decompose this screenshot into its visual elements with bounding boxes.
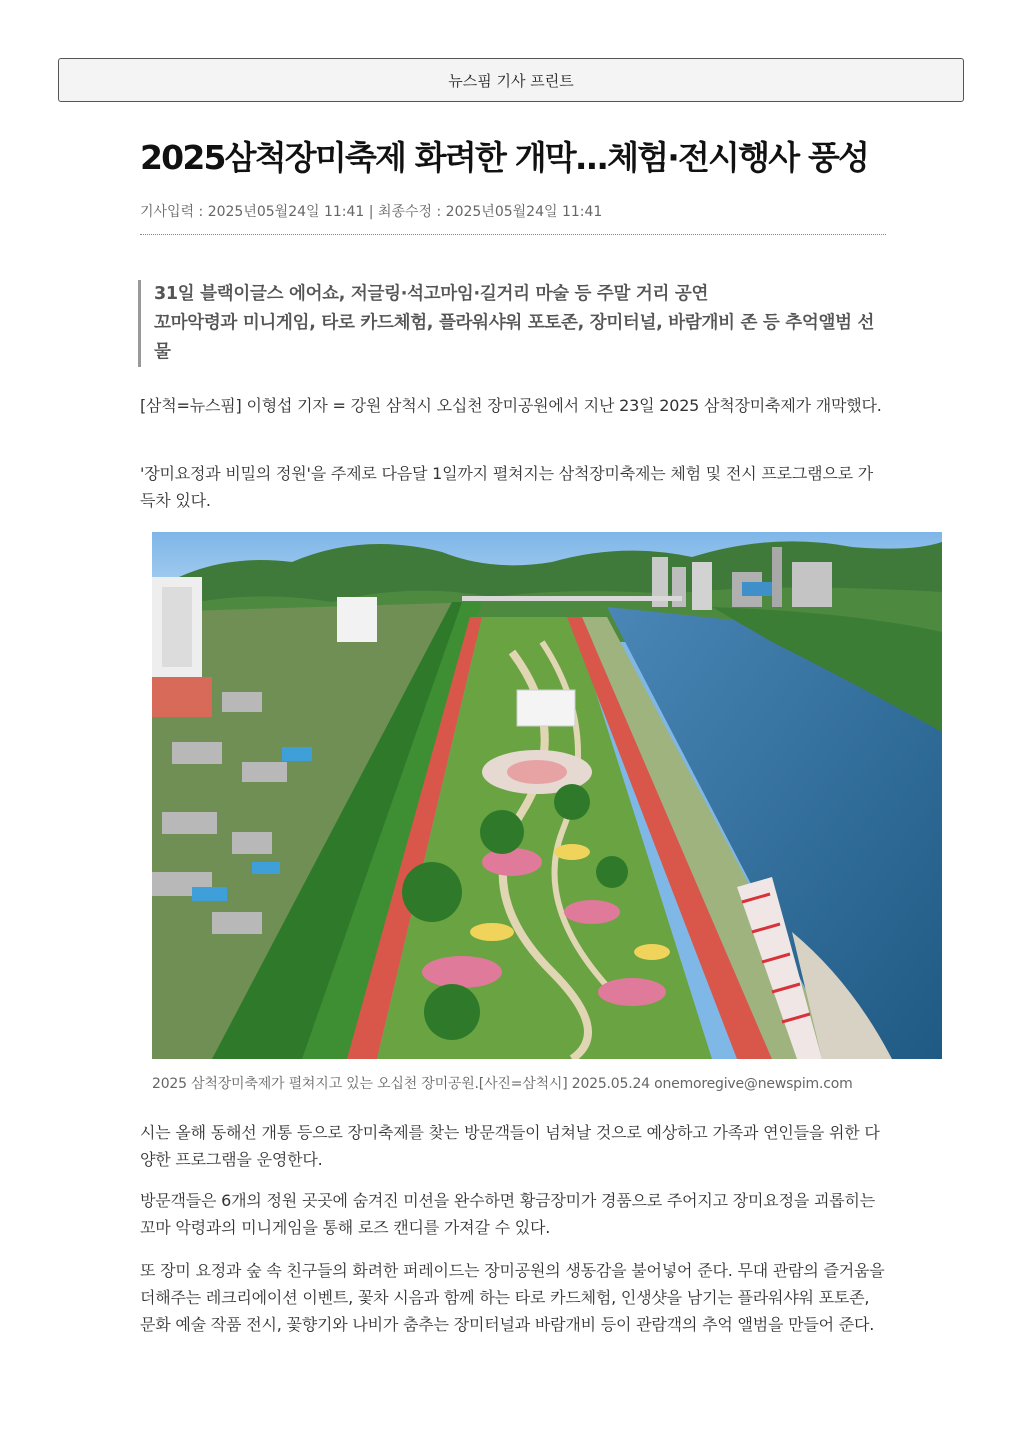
article-paragraph: [삼척=뉴스핌] 이형섭 기자 = 강원 삼척시 오십천 장미공원에서 지난 23일 2025 삼척장미축제가 개막했다. bbox=[140, 396, 882, 415]
article-paragraph: '장미요정과 비밀의 정원'을 주제로 다음달 1일까지 펼쳐지는 삼척장미축제는 체험 및 전시 프로그램으로 가득차 있다. bbox=[140, 464, 874, 510]
summary-line: 꼬마악령과 미니게임, 타로 카드체험, 플라워샤워 포토존, 장미터널, 바람개비 존 등 추억앨범 선물 bbox=[154, 313, 875, 362]
summary-line: 31일 블랙이글스 에어쇼, 저글링·석고마임·길거리 마술 등 주말 거리 공연 bbox=[154, 284, 709, 304]
article-paragraph: 시는 올해 동해선 개통 등으로 장미축제를 찾는 방문객들이 넘쳐날 것으로 예상하고 가족과 연인들을 위한 다양한 프로그램을 운영한다. bbox=[140, 1123, 880, 1169]
photo-caption: 2025 삼척장미축제가 펼쳐지고 있는 오십천 장미공원.[사진=삼척시] 2025.05.24 onemoregive@newspim.com bbox=[152, 1076, 853, 1092]
print-article-button[interactable]: 뉴스핌 기사 프린트 bbox=[58, 58, 964, 102]
article-title: 2025삼척장미축제 화려한 개막...체험·전시행사 풍성 bbox=[140, 138, 869, 177]
article-summary bbox=[138, 280, 884, 367]
article-paragraph: 또 장미 요정과 숲 속 친구들의 화려한 퍼레이드는 장미공원의 생동감을 불어넣어 준다. 무대 관람의 즐거움을 더해주는 레크리에이션 이벤트, 꽃차 시음과 함께 하는 타로 카드체험, 인생샷을 남기는 플라워샤워 포토존, 문화 예술 작품 전시, 꽃향기와 나비가 춤추는 장미터널과 바람개비 등이 관람객의 추억 앨범을 만들어 준다. bbox=[140, 1261, 885, 1334]
article-paragraph: 방문객들은 6개의 정원 곳곳에 숨겨진 미션을 완수하면 황금장미가 경품으로 주어지고 장미요정을 괴롭히는 꼬마 악령과의 미니게임을 통해 로즈 캔디를 가져갈 수 있다. bbox=[140, 1191, 875, 1237]
meta-divider bbox=[140, 234, 886, 235]
festival-aerial-photo bbox=[152, 532, 942, 1059]
article-meta: 기사입력 : 2025년05월24일 11:41 | 최종수정 : 2025년05월24일 11:41 bbox=[140, 204, 603, 220]
